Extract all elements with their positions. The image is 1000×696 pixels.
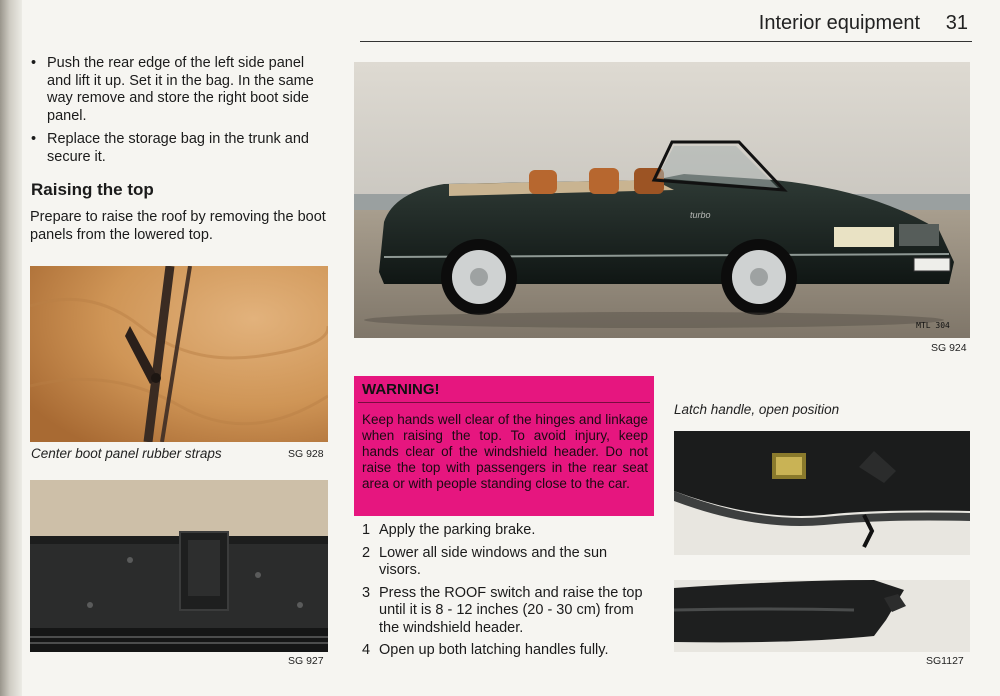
section-heading: Raising the top xyxy=(31,180,154,199)
bullet-symbol: • xyxy=(31,131,37,147)
step-item xyxy=(360,642,652,660)
latch-code: SG1127 xyxy=(926,655,964,667)
warning-box xyxy=(354,376,654,516)
step-number: 2 xyxy=(362,544,371,561)
warning-body: Keep hands well clear of the hinges and linkage when raising the top. To avoid injury, keep hands clear of the windshield header. Do not raise the top with passengers in the rear seat area or with people standing close to the car. xyxy=(362,412,648,491)
car-photo xyxy=(354,62,970,338)
straps-caption: Center boot panel rubber straps xyxy=(31,446,222,461)
step-text: Lower all side windows and the sun visors. xyxy=(379,544,608,578)
step-number: 3 xyxy=(362,584,371,601)
step-text: Open up both latching handles fully. xyxy=(379,642,609,658)
latch-caption: Latch handle, open position xyxy=(674,402,840,417)
panel-code: SG 927 xyxy=(288,655,324,667)
page-header-title: Interior equipment xyxy=(758,12,920,34)
step-item xyxy=(360,585,652,638)
bullet-text: Push the rear edge of the left side panel and lift it up. Set it in the bag. In the same way remove and store the right boot side panel. xyxy=(47,55,314,124)
bullet-text: Replace the storage bag in the trunk and secure it. xyxy=(47,131,309,165)
step-number: 4 xyxy=(362,642,371,658)
book-spine-shadow xyxy=(0,0,22,696)
license-plate: MTL 304 xyxy=(916,321,950,330)
step-item xyxy=(360,545,652,580)
step-item xyxy=(360,522,652,540)
bullet-item xyxy=(30,55,330,125)
latch-photo-top xyxy=(674,431,970,555)
header-rule xyxy=(360,41,972,42)
straps-code: SG 928 xyxy=(288,448,324,460)
bullet-list xyxy=(30,55,330,172)
turbo-badge: turbo xyxy=(690,210,711,220)
panel-photo xyxy=(30,480,328,652)
section-intro: Prepare to raise the roof by removing the boot panels from the lowered top. xyxy=(30,209,326,243)
warning-heading: WARNING! xyxy=(362,381,440,398)
step-text: Press the ROOF switch and raise the top until it is 8 - 12 inches (20 - 30 cm) from the windshield header. xyxy=(379,584,643,636)
latch-photo-bottom xyxy=(674,580,970,652)
page-number: 31 xyxy=(945,12,968,34)
step-list xyxy=(360,522,652,665)
bullet-symbol: • xyxy=(31,55,37,71)
car-code: SG 924 xyxy=(931,342,967,354)
straps-photo xyxy=(30,266,328,442)
step-text: Apply the parking brake. xyxy=(379,522,536,538)
bullet-item xyxy=(30,131,330,166)
step-number: 1 xyxy=(362,522,371,538)
warning-rule xyxy=(358,402,650,403)
